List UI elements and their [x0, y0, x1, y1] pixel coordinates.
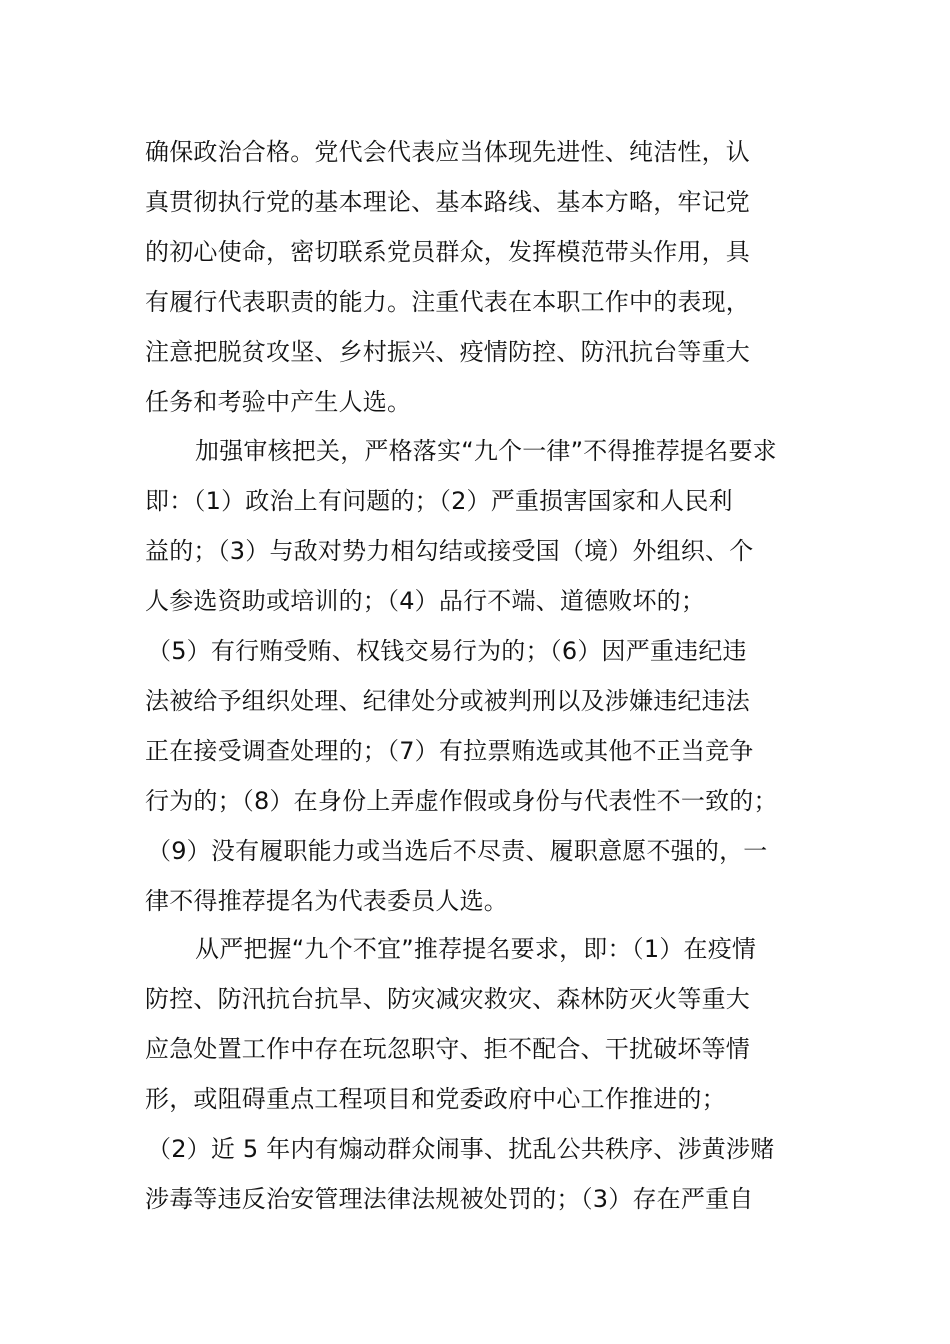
text-line-22: 涉毒等违反治安管理法律法规被处罚的；（3）存在严重自	[145, 1185, 754, 1213]
text-line-16: 律不得推荐提名为代表委员人选。	[145, 887, 508, 915]
text-line-15: （9）没有履职能力或当选后不尽责、履职意愿不强的，一	[147, 837, 768, 865]
text-line-9: 益的；（3）与敌对势力相勾结或接受国（境）外组织、个	[145, 537, 754, 565]
text-line-1: 确保政治合格。党代会代表应当体现先进性、纯洁性，认	[145, 138, 750, 166]
text-line-13: 正在接受调查处理的；（7）有拉票贿选或其他不正当竞争	[145, 737, 754, 765]
text-line-6: 任务和考验中产生人选。	[145, 388, 412, 416]
text-line-5: 注意把脱贫攻坚、乡村振兴、疫情防控、防汛抗台等重大	[145, 338, 750, 366]
text-line-19: 应急处置工作中存在玩忽职守、拒不配合、干扰破坏等情	[145, 1035, 750, 1063]
paragraph-3-first-line: 从严把握“九个不宜”推荐提名要求，即：（1）在疫情	[195, 935, 757, 963]
text-line-18: 防控、防汛抗台抗旱、防灾减灾救灾、森林防灭火等重大	[145, 985, 750, 1013]
paragraph-2-first-line: 加强审核把关，严格落实“九个一律”不得推荐提名要求	[195, 437, 777, 465]
text-line-3: 的初心使命，密切联系党员群众，发挥模范带头作用，具	[145, 238, 750, 266]
text-line-21: （2）近 5 年内有煽动群众闹事、扰乱公共秩序、涉黄涉赌	[147, 1135, 775, 1163]
text-line-8: 即：（1）政治上有问题的；（2）严重损害国家和人民利	[145, 487, 733, 515]
text-line-14: 行为的；（8）在身份上弄虚作假或身份与代表性不一致的；	[145, 787, 778, 815]
text-line-20: 形，或阻碍重点工程项目和党委政府中心工作推进的；	[145, 1085, 726, 1113]
text-line-11: （5）有行贿受贿、权钱交易行为的；（6）因严重违纪违	[147, 637, 747, 665]
text-line-10: 人参选资助或培训的；（4）品行不端、道德败坏的；	[145, 587, 706, 615]
text-line-12: 法被给予组织处理、纪律处分或被判刑以及涉嫌违纪违法	[145, 687, 750, 715]
text-line-4: 有履行代表职责的能力。注重代表在本职工作中的表现，	[145, 288, 750, 316]
text-line-2: 真贯彻执行党的基本理论、基本路线、基本方略，牢记党	[145, 188, 750, 216]
